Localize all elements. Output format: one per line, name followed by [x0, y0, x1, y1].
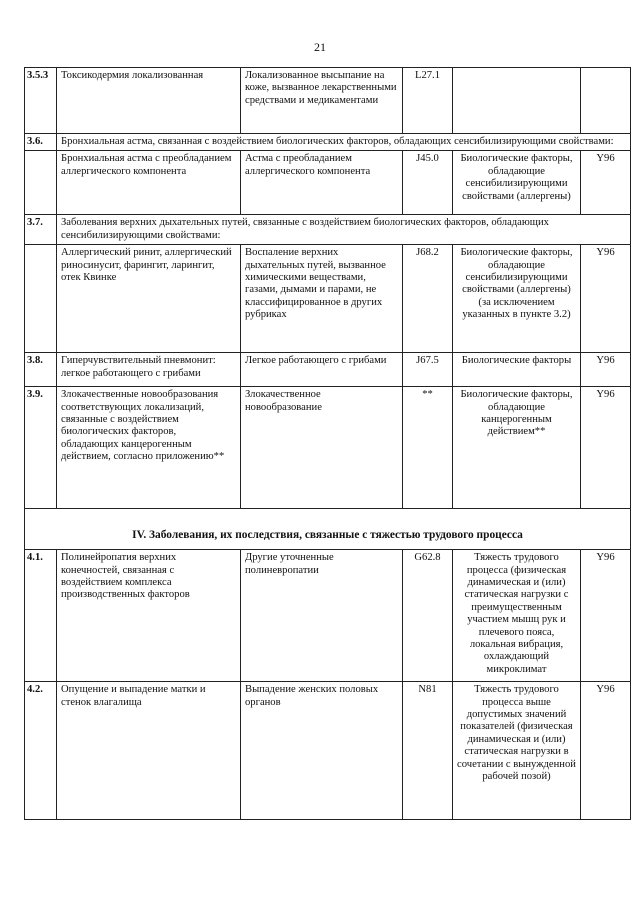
disease-name: Аллергический ринит, аллергический риносинусит, фарингит, ларингит, отек Квинке: [57, 245, 241, 353]
nosology-form: Астма с преобладанием аллергического компонента: [241, 151, 403, 215]
external-cause-code: Y96: [581, 550, 631, 682]
nosology-form: Выпадение женских половых органов: [241, 682, 403, 820]
icd-code: **: [403, 387, 453, 509]
harmful-factor: Тяжесть трудового процесса выше допустимых значений показателей (физическая динамическая и (или) статическая нагрузки в сочетании с вынужденной рабочей позой): [453, 682, 581, 820]
icd-code: J68.2: [403, 245, 453, 353]
harmful-factor: Биологические факторы, обладающие сенсибилизирующими свойствами (аллергены): [453, 151, 581, 215]
icd-code: N81: [403, 682, 453, 820]
group-heading: Заболевания верхних дыхательных путей, связанные с воздействием биологических факторов, обладающих сенсибилизирующими свойствами:: [57, 215, 631, 245]
nosology-form: Воспаление верхних дыхательных путей, вызванное химическими веществами, газами, дымами и парами, не классифицированное в других рубриках: [241, 245, 403, 353]
disease-name: Опущение и выпадение матки и стенок влагалища: [57, 682, 241, 820]
harmful-factor: Биологические факторы, обладающие сенсибилизирующими свойствами (аллергены) (за исключением указанных в пункте 3.2): [453, 245, 581, 353]
table-row: [25, 550, 631, 682]
external-cause-code: Y96: [581, 682, 631, 820]
external-cause-code: Y96: [581, 387, 631, 509]
table-row: [25, 151, 631, 215]
nosology-form: Злокачественное новообразование: [241, 387, 403, 509]
disease-name: Гиперчувствительный пневмонит: легкое работающего с грибами: [57, 353, 241, 387]
disease-name: Полинейропатия верхних конечностей, связанная с воздействием комплекса производственных факторов: [57, 550, 241, 682]
item-number: 4.1.: [25, 550, 57, 682]
table-row: [25, 134, 631, 151]
harmful-factor: [453, 68, 581, 134]
item-number: [25, 245, 57, 353]
harmful-factor: Тяжесть трудового процесса (физическая динамическая и (или) статическая нагрузки с преимущественным участием мышц рук и плечевого пояса, локальная вибрация, охлаждающий микроклимат: [453, 550, 581, 682]
disease-name: Токсикодермия локализованная: [57, 68, 241, 134]
page-number: 21: [314, 40, 326, 54]
harmful-factor: Биологические факторы, обладающие канцерогенным действием**: [453, 387, 581, 509]
table-row: [25, 245, 631, 353]
harmful-factor: Биологические факторы: [453, 353, 581, 387]
nosology-form: Локализованное высыпание на коже, вызванное лекарственными средствами и медикаментами: [241, 68, 403, 134]
table-row: [25, 509, 631, 550]
item-number: 3.7.: [25, 215, 57, 245]
icd-code: J67.5: [403, 353, 453, 387]
nosology-form: Другие уточненные полиневропатии: [241, 550, 403, 682]
table-row: [25, 682, 631, 820]
item-number: [25, 151, 57, 215]
icd-code: J45.0: [403, 151, 453, 215]
table-row: [25, 68, 631, 134]
table-row: [25, 353, 631, 387]
icd-code: L27.1: [403, 68, 453, 134]
occupational-diseases-table: [24, 67, 631, 820]
item-number: 3.9.: [25, 387, 57, 509]
item-number: 4.2.: [25, 682, 57, 820]
disease-name: Бронхиальная астма с преобладанием аллергического компонента: [57, 151, 241, 215]
icd-code: G62.8: [403, 550, 453, 682]
item-number: 3.6.: [25, 134, 57, 151]
table-body: [25, 68, 631, 820]
external-cause-code: Y96: [581, 353, 631, 387]
item-number: 3.8.: [25, 353, 57, 387]
disease-name: Злокачественные новообразования соответствующих локализаций, связанные с воздействием биологических факторов, обладающих канцерогенным действием, согласно приложению**: [57, 387, 241, 509]
nosology-form: Легкое работающего с грибами: [241, 353, 403, 387]
group-heading: Бронхиальная астма, связанная с воздействием биологических факторов, обладающих сенсибилизирующими свойствами:: [57, 134, 631, 151]
table-row: [25, 387, 631, 509]
section-heading: IV. Заболевания, их последствия, связанные с тяжестью трудового процесса: [25, 509, 631, 550]
external-cause-code: Y96: [581, 151, 631, 215]
external-cause-code: [581, 68, 631, 134]
external-cause-code: Y96: [581, 245, 631, 353]
table-row: [25, 215, 631, 245]
item-number: 3.5.3: [25, 68, 57, 134]
